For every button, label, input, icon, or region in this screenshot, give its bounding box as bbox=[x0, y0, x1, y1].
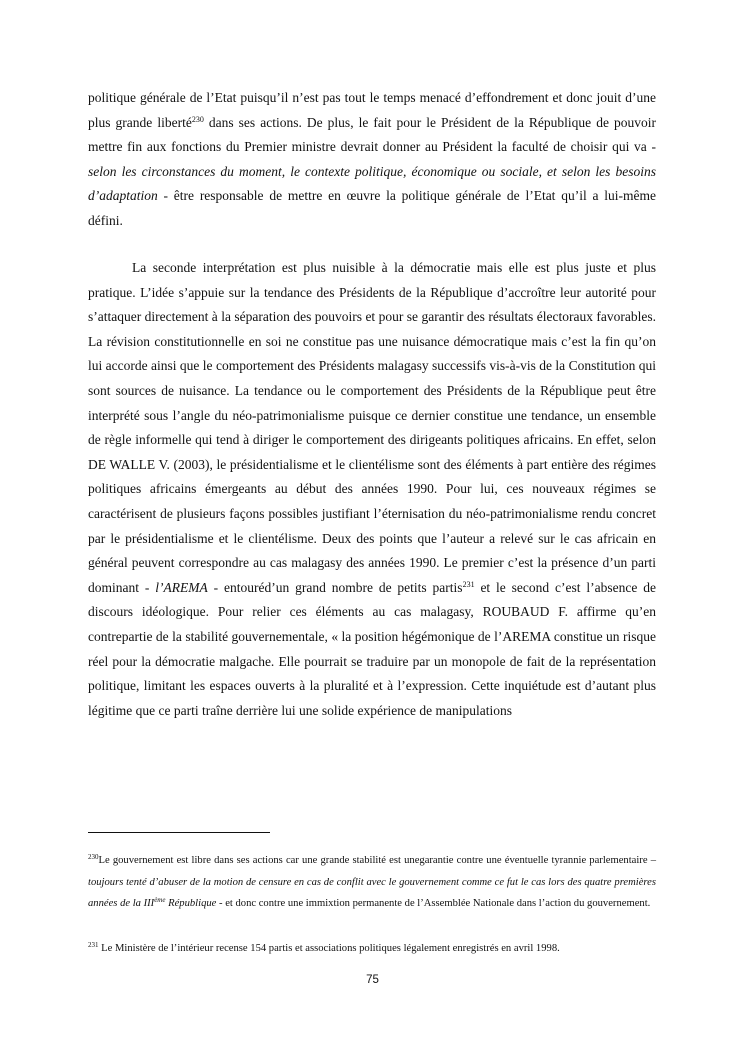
footnote-separator bbox=[88, 832, 270, 833]
fn230-italic-1: toujours tenté d’abuser de la motion de censure en cas de conflit avec le gouvernement comme ce fut le cas lors des quatre premières années de la III bbox=[88, 876, 656, 909]
para1-text-c: - être responsable de mettre en œuvre la politique générale de l’Etat qu’il a lui-même défini. bbox=[88, 188, 656, 228]
footnote-number-231: 231 bbox=[88, 941, 99, 949]
footnote-230 bbox=[88, 850, 656, 915]
para1-text-b: dans ses actions. De plus, le fait pour le Président de la République de pouvoir mettre fin aux fonctions du Premier ministre devrait donner au Président la faculté de choisir qui va - bbox=[88, 114, 657, 155]
paragraph-1 bbox=[88, 86, 656, 234]
fn230-superscript: ème bbox=[154, 896, 166, 904]
paragraph-2 bbox=[88, 256, 656, 723]
para2-text-c: et le second c’est l’absence de discours idéologique. Pour relier ces éléments au cas malagasy, ROUBAUD F. affirme qu’en contrepartie de la stabilité gouvernementale, « la position hégémonique de l’AREMA constitue un risque réel pour la démocratie malgache. Elle pourrait se traduire par un monopole de fait de la représentation politique, limitant les espaces ouverts à la pluralité et à l’expression. Cette inquiétude est d’autant plus légitime que ce parti traîne derrière lui une solide expérience de manipulations bbox=[88, 579, 656, 718]
para1-italic: selon les circonstances du moment, le contexte politique, économique ou sociale, et selon les besoins d’adaptation bbox=[88, 163, 656, 204]
para2-italic: l’AREMA bbox=[155, 579, 208, 595]
footnote-ref-231[interactable]: 231 bbox=[462, 579, 475, 589]
page-number: 75 bbox=[366, 974, 379, 986]
footnote-ref-230[interactable]: 230 bbox=[191, 114, 204, 124]
para2-text-a: La seconde interprétation est plus nuisible à la démocratie mais elle est plus juste et plus pratique. L’idée s’appuie sur la tendance des Présidents de la République d’accroître leur autorité pour s’attaquer directement à la séparation des pouvoirs et pour se garantir des résultats électoraux favorables. La révision constitutionnelle en soi ne constitue pas une nuisance démocratique mais c’est la fin qu’on lui accorde ainsi que le comportement des Présidents malagasy successifs vis-à-vis de la Constitution qui sont sources de nuisance. La tendance ou le comportement des Présidents de la République peut être interprété sous l’angle du néo-patrimonialisme puisque ce dernier constitue une tendance, un ensemble de règle informelle qui tend à diriger le comportement des dirigeants politiques africains. En effet, selon DE WALLE V. (2003), le présidentialisme et le clientélisme sont des éléments à part entière des régimes politiques africains émergeants au début des années 1990. Pour lui, ces nouveaux régimes se caractérisent de plusieurs façons possibles justifiant l’éternisation du néo-patrimonialisme rendu concret par le présidentialisme et le clientélisme. Deux des points que l’auteur a relevé sur le cas africain en général peuvent correspondre au cas malagasy des années 1990. Le premier c’est la présence d’un parti dominant - bbox=[88, 260, 656, 595]
fn230-text-b: - et donc contre une immixtion permanente de l’Assemblée Nationale dans l’action du gouvernement. bbox=[216, 898, 651, 909]
footnote-231 bbox=[88, 938, 656, 960]
para1-text-a: politique générale de l’Etat puisqu’il n’est pas tout le temps menacé d’effondrement et donc jouit d’une plus grande liberté bbox=[88, 90, 656, 130]
para2-text-b: - entouréd’un grand nombre de petits partis bbox=[207, 579, 463, 595]
fn230-text-a: Le gouvernement est libre dans ses actions car une grande stabilité est unegarantie contre une éventuelle tyrannie parlementaire – bbox=[98, 855, 656, 866]
footnote-number-230: 230 bbox=[88, 853, 99, 861]
fn231-text: Le Ministère de l’intérieur recense 154 partis et associations politiques légalement enregistrés en avril 1998. bbox=[98, 943, 560, 954]
fn230-italic-2: République bbox=[165, 898, 217, 909]
